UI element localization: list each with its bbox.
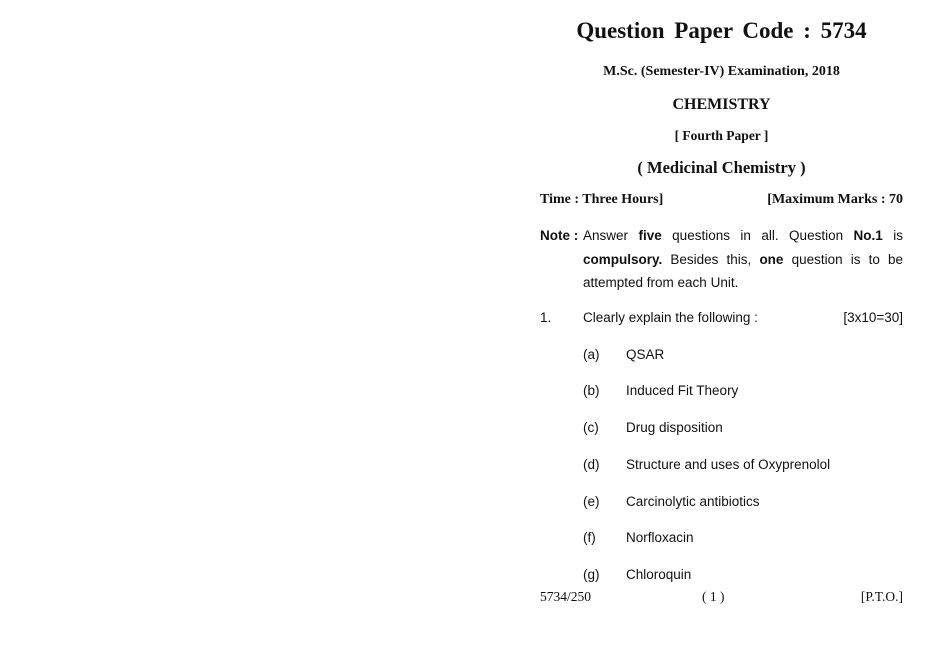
- paper-code-title: Question Paper Code : 5734: [576, 18, 867, 43]
- page-footer: [540, 589, 903, 605]
- question-text: Clearly explain the following :: [583, 310, 758, 325]
- note-bold-part: No.1: [853, 228, 883, 243]
- note-bold-part: five: [638, 228, 662, 243]
- instructions-note: [540, 224, 903, 295]
- note-bold-part: compulsory.: [583, 251, 663, 267]
- item-text: Carcinolytic antibiotics: [626, 494, 760, 509]
- time-marks-row: [540, 192, 903, 208]
- note-text-part: Besides this,: [662, 251, 760, 267]
- item-text: Chloroquin: [626, 567, 692, 582]
- question-number: 1.: [540, 310, 552, 325]
- item-key: (c): [583, 420, 599, 435]
- footer-code: 5734/250: [540, 589, 592, 604]
- note-text-part: questions in all. Question: [661, 228, 854, 243]
- paper-number: [ Fourth Paper ]: [674, 128, 769, 143]
- note-text-part: question is to be attempted from each Unit.: [583, 251, 903, 290]
- pto-label: [P.T.O.]: [860, 589, 903, 604]
- item-text: Norfloxacin: [626, 530, 694, 545]
- item-key: (f): [583, 530, 596, 545]
- item-text: Structure and uses of Oxyprenolol: [626, 457, 831, 472]
- time-allowed: Time : Three Hours]: [540, 192, 664, 207]
- maximum-marks: [Maximum Marks : 70: [767, 192, 903, 207]
- page-number: ( 1 ): [702, 589, 725, 604]
- question-marks: [3x10=30]: [843, 310, 903, 325]
- question-paper-page: [540, 0, 903, 648]
- exam-name: M.Sc. (Semester-IV) Examination, 2018: [603, 64, 840, 79]
- item-key: (g): [583, 567, 600, 582]
- item-key: (d): [583, 457, 600, 472]
- paper-topic: ( Medicinal Chemistry ): [637, 158, 806, 177]
- note-bold-part: one: [759, 251, 784, 267]
- note-text: [583, 224, 903, 295]
- item-text: QSAR: [626, 347, 665, 362]
- note-text-part: is: [882, 228, 904, 243]
- note-text-part: Answer: [583, 228, 639, 243]
- item-key: (a): [583, 347, 600, 362]
- item-text: Drug disposition: [626, 420, 723, 435]
- item-key: (e): [583, 494, 600, 509]
- subject-title: CHEMISTRY: [672, 96, 771, 113]
- item-key: (b): [583, 383, 600, 398]
- note-label: Note :: [540, 228, 579, 243]
- item-text: Induced Fit Theory: [626, 383, 739, 398]
